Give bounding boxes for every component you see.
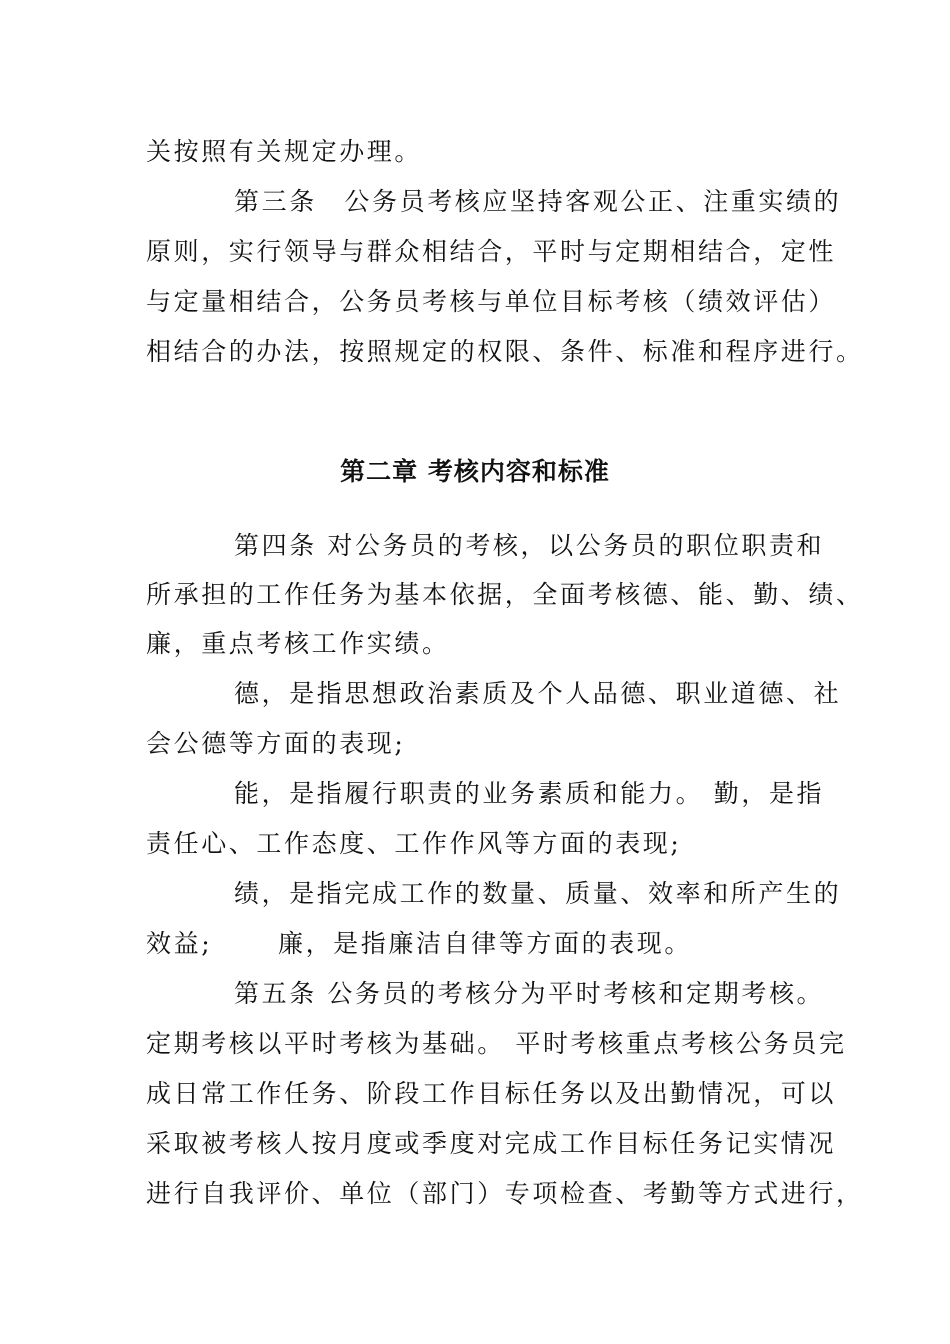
article-4-line: 第四条 对公务员的考核，以公务员的职位职责和 — [234, 531, 825, 560]
paragraph-line: 与定量相结合，公务员考核与单位目标考核（绩效评估） — [146, 287, 837, 316]
paragraph-line: 责任心、工作态度、工作作风等方面的表现; — [146, 829, 682, 858]
paragraph-line: 定期考核以平时考核为基础。 平时考核重点考核公务员完 — [146, 1029, 847, 1058]
paragraph-line: 采取被考核人按月度或季度对完成工作目标任务记实情况 — [146, 1129, 837, 1158]
paragraph-line: 会公德等方面的表现; — [146, 729, 406, 758]
paragraph-line: 德，是指思想政治素质及个人品德、职业道德、社 — [234, 679, 842, 708]
paragraph-line: 廉，重点考核工作实绩。 — [146, 629, 450, 658]
paragraph-line: 能，是指履行职责的业务素质和能力。 勤，是指 — [234, 779, 825, 808]
chapter-heading: 第二章 考核内容和标准 — [340, 457, 610, 486]
article-5-line: 第五条 公务员的考核分为平时考核和定期考核。 — [234, 979, 825, 1008]
paragraph-line: 效益; 廉，是指廉洁自律等方面的表现。 — [146, 929, 692, 958]
paragraph-line: 所承担的工作任务为基本依据，全面考核德、能、勤、绩、 — [146, 580, 864, 609]
paragraph-line: 相结合的办法，按照规定的权限、条件、标准和程序进行。 — [146, 337, 864, 366]
paragraph-line: 绩，是指完成工作的数量、质量、效率和所产生的 — [234, 879, 842, 908]
paragraph-line: 进行自我评价、单位（部门）专项检查、考勤等方式进行， — [146, 1179, 864, 1208]
paragraph-line: 成日常工作任务、阶段工作目标任务以及出勤情况，可以 — [146, 1079, 837, 1108]
paragraph-line: 原则，实行领导与群众相结合，平时与定期相结合，定性 — [146, 237, 837, 266]
article-3-line: 第三条 公务员考核应坚持客观公正、注重实绩的 — [234, 187, 842, 216]
paragraph-line: 关按照有关规定办理。 — [146, 137, 423, 166]
